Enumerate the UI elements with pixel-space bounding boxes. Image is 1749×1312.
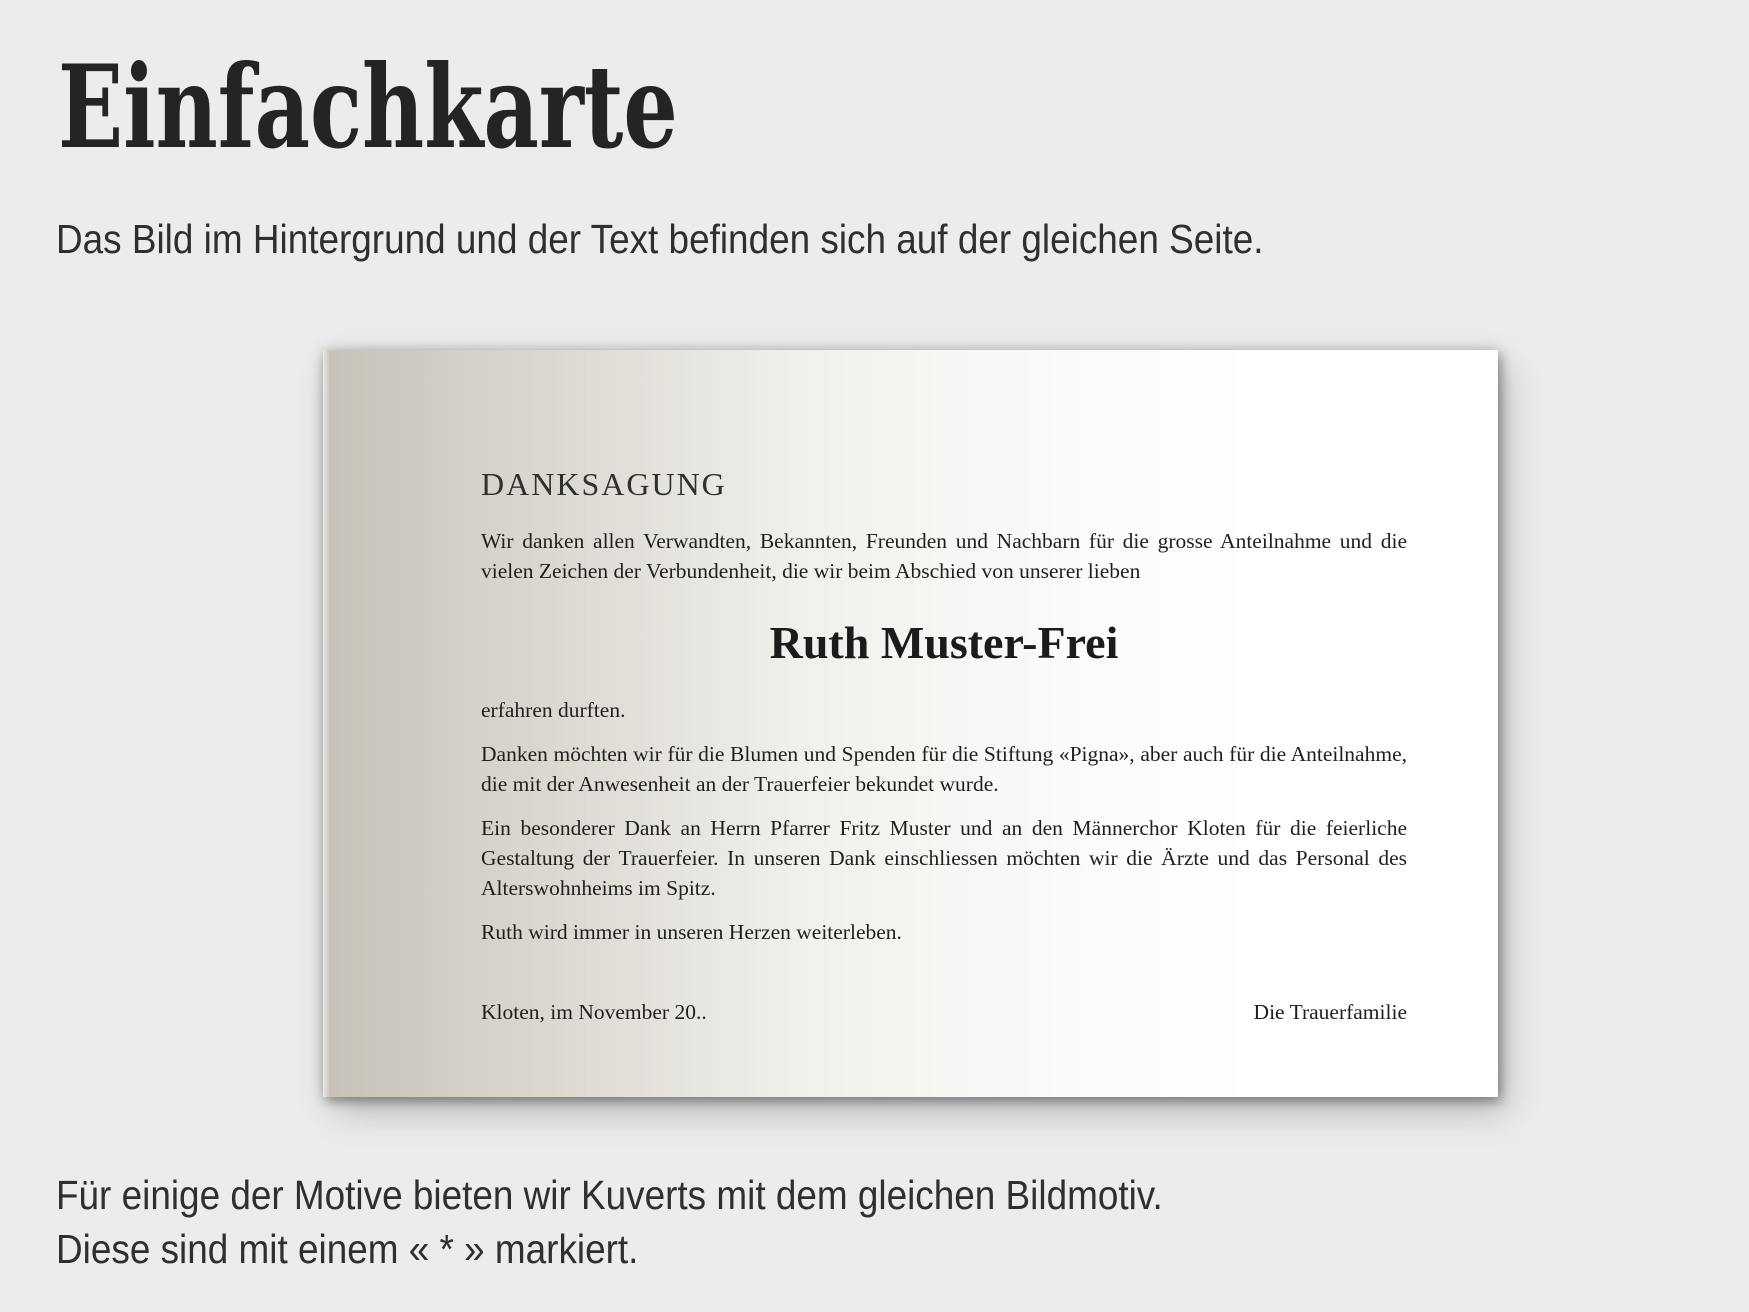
page-footer: [56, 1168, 1163, 1276]
page-footer-line2: Diese sind mit einem « * » markiert.: [56, 1226, 639, 1272]
card-paragraph-thanks: Danken möchten wir für die Blumen und Spenden für die Stiftung «Pigna», aber auch für die Anteilnahme, die mit der Anwesenheit an der Trauerfeier bekundet wurde.: [481, 742, 1407, 796]
card-paragraph-after-name: erfahren durften.: [481, 698, 626, 722]
card-paragraph-intro: Wir danken allen Verwandten, Bekannten, Freunden und Nachbarn für die grosse Anteilnahme und die vielen Zeichen der Verbundenheit, die wir beim Abschied von unserer lieben: [481, 529, 1407, 583]
card-paragraph-special-thanks: Ein besonderer Dank an Herrn Pfarrer Fritz Muster und an den Männerchor Kloten für die feierliche Gestaltung der Trauerfeier. In unseren Dank einschliessen möchten wir die Ärzte und das Personal des Alterswohnheims im Spitz.: [481, 816, 1407, 900]
card-heading: DANKSAGUNG: [481, 466, 727, 502]
page-footer-line1: Für einige der Motive bieten wir Kuverts mit dem gleichen Bildmotiv.: [56, 1172, 1163, 1218]
page-subtitle: Das Bild im Hintergrund und der Text befinden sich auf der gleichen Seite.: [56, 216, 1264, 262]
deceased-name: Ruth Muster-Frei: [769, 617, 1119, 668]
page-title: Einfachkarte: [58, 40, 678, 174]
card-paragraph-memory: Ruth wird immer in unseren Herzen weiterleben.: [481, 920, 902, 944]
card-footer-row: [481, 997, 1407, 1027]
card-place-date: Kloten, im November 20..: [481, 1000, 707, 1024]
memorial-card-preview: [323, 350, 1498, 1097]
card-signature: Die Trauerfamilie: [1253, 1000, 1407, 1024]
